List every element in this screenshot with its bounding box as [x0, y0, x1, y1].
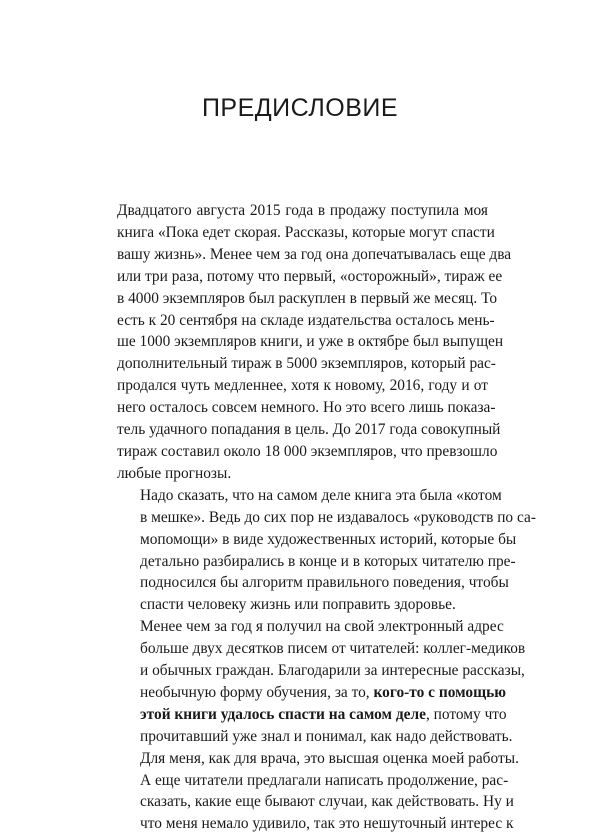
- text-segment: Надо сказать, что на самом деле книга эта была «котом: [140, 486, 502, 504]
- text-segment: в 4000 экземпляров был раскуплен в первый же месяц. То: [117, 289, 498, 307]
- body-text: [117, 200, 536, 835]
- paragraph: [117, 200, 512, 485]
- text-line: [117, 397, 496, 419]
- text-line: [117, 288, 498, 310]
- text-line: [117, 266, 503, 288]
- paragraph: [117, 485, 536, 616]
- text-segment: подносился бы алгоритм правильного поведения, чтобы: [140, 574, 509, 592]
- text-segment: Для меня, как для врача, это высшая оценка моей работы.: [140, 749, 519, 767]
- text-line: [117, 463, 488, 485]
- text-segment: детально разбирались в конце и в которых читателю пре-: [140, 552, 516, 570]
- text-line: [117, 660, 525, 682]
- text-segment: , потому что: [425, 705, 507, 723]
- text-segment: спасти человеку жизнь или поправить здоровье.: [140, 596, 456, 614]
- text-line: [117, 441, 498, 463]
- text-line: [117, 726, 513, 748]
- bold-text: этой книги удалось спасти на самом деле: [140, 705, 426, 723]
- text-line: [117, 529, 517, 551]
- text-segment: него осталось совсем немного. Но это всего лишь показа-: [117, 399, 496, 417]
- text-line: [117, 507, 536, 529]
- text-line: [117, 244, 512, 266]
- text-line: [117, 748, 519, 770]
- text-segment: дополнительный тираж в 5000 экземпляров, который рас-: [117, 355, 496, 373]
- bold-text: кого-то с помощью: [373, 683, 507, 701]
- text-line: [117, 594, 488, 616]
- text-segment: тираж составил около 18 000 экземпляров, что превзошло: [117, 442, 498, 460]
- text-line: [117, 419, 501, 441]
- text-segment: Менее чем за год я получил на свой электронный адрес: [140, 618, 504, 636]
- text-segment: любые прогнозы.: [117, 464, 232, 482]
- text-segment: тель удачного попадания в цель. До 2017 года совокупный: [117, 421, 501, 439]
- page-title: ПРЕДИСЛОВИЕ: [201, 94, 399, 122]
- text-line: [117, 353, 496, 375]
- text-line: [117, 310, 495, 332]
- text-line: [117, 551, 516, 573]
- text-segment: книга «Пока едет скорая. Рассказы, которые могут спасти: [117, 223, 495, 241]
- text-segment: вашу жизнь». Менее чем за год она допечатывалась еще два: [117, 245, 512, 263]
- text-segment: необычную форму обучения, за то,: [140, 683, 374, 701]
- text-segment: А еще читатели предлагали написать продолжение, рас-: [140, 771, 509, 789]
- text-segment: что меня немало удивило, так это нешуточный интерес к: [140, 815, 514, 833]
- text-segment: прочитавший уже знал и понимал, как надо действовать.: [140, 727, 513, 745]
- text-segment: больше двух десятков писем от читателей: коллег-медиков: [140, 640, 526, 658]
- text-line: [117, 682, 507, 704]
- text-segment: или три раза, потому что первый, «осторожный», тираж ее: [117, 267, 503, 285]
- text-line: [117, 485, 502, 507]
- text-line: [117, 222, 495, 244]
- text-line: [117, 572, 509, 594]
- text-segment: есть к 20 сентября на складе издательства осталось мень-: [117, 311, 495, 329]
- paragraph: [117, 616, 526, 769]
- paragraph: [117, 770, 514, 835]
- text-line: [117, 616, 504, 638]
- text-segment: и обычных граждан. Благодарили за интересные рассказы,: [140, 662, 525, 680]
- text-line: [117, 638, 526, 660]
- text-segment: мопомощи» в виде художественных историй, которые бы: [140, 530, 517, 548]
- text-line: [117, 770, 509, 792]
- text-segment: ше 1000 экземпляров книги, и уже в октябре был выпущен: [117, 333, 504, 351]
- text-line: [117, 704, 507, 726]
- text-segment: в мешке». Ведь до сих пор не издавалось «руководств по са-: [140, 508, 536, 526]
- text-line: [117, 331, 504, 353]
- text-segment: продался чуть медленнее, хотя к новому, 2016, году и от: [117, 377, 488, 395]
- text-line: [117, 813, 514, 835]
- text-segment: Двадцатого августа 2015 года в продажу поступила моя: [117, 202, 488, 219]
- text-line: [117, 375, 488, 397]
- text-line: [117, 791, 514, 813]
- text-segment: сказать, какие еще бывают случаи, как действовать. Ну и: [140, 793, 514, 811]
- text-line: [117, 200, 488, 222]
